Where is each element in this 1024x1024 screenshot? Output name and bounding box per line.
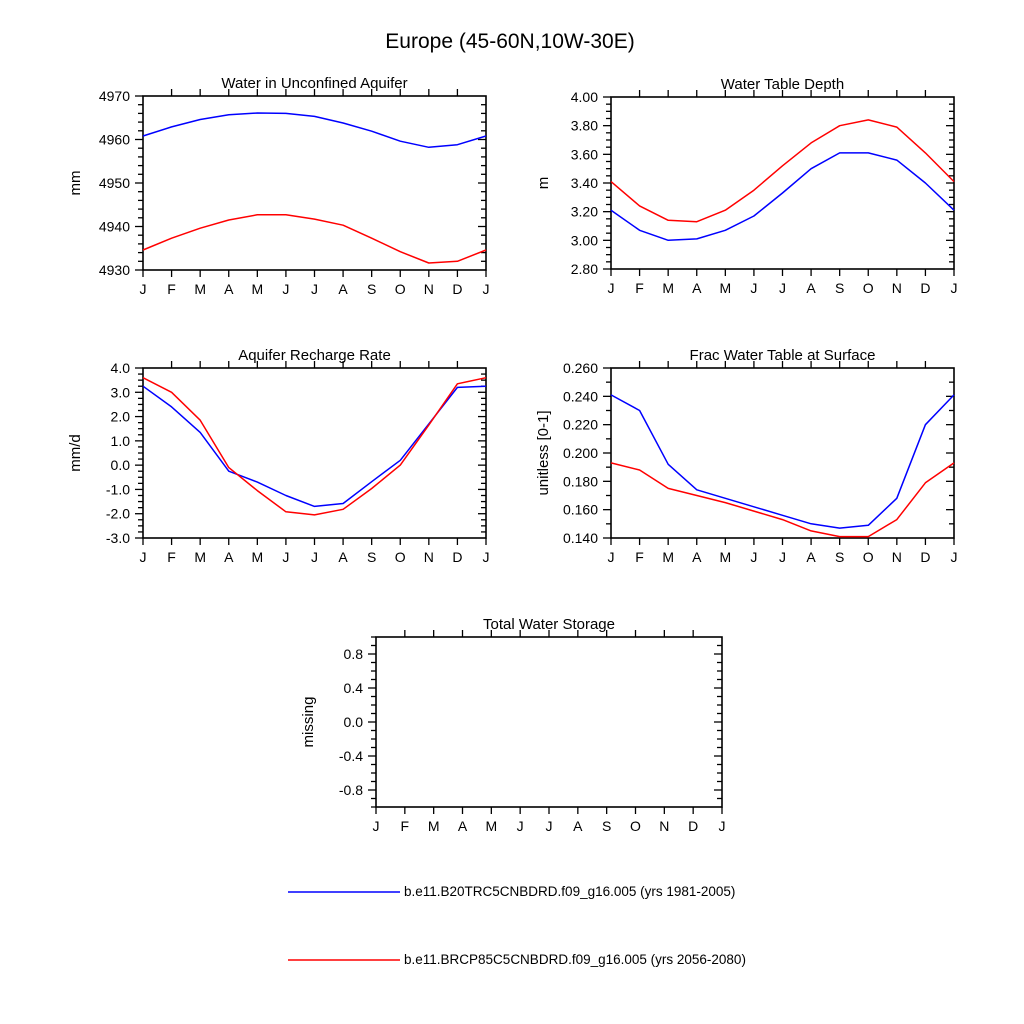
panel-total-water-storage bbox=[339, 630, 726, 834]
month-label: F bbox=[635, 549, 644, 565]
month-label: D bbox=[688, 818, 699, 834]
month-label: O bbox=[394, 281, 406, 297]
y-tick-label: 3.0 bbox=[110, 384, 130, 401]
month-label: F bbox=[635, 280, 644, 296]
y-tick-label: 4950 bbox=[98, 175, 130, 191]
month-label: A bbox=[692, 549, 702, 565]
month-label: F bbox=[400, 818, 410, 834]
y-tick-label: 3.00 bbox=[570, 232, 598, 249]
panel-aquifer-recharge-rate bbox=[106, 360, 490, 565]
month-label: O bbox=[862, 280, 874, 296]
month-label: F bbox=[167, 281, 176, 297]
month-label: S bbox=[601, 818, 612, 834]
month-label: S bbox=[834, 549, 845, 565]
y-tick-label: -1.0 bbox=[105, 481, 130, 498]
y-tick-label: 0.200 bbox=[562, 445, 598, 461]
month-label: A bbox=[338, 281, 348, 297]
month-label: M bbox=[485, 818, 498, 834]
month-label: J bbox=[482, 281, 490, 297]
month-label: M bbox=[719, 549, 732, 565]
y-tick-label: 3.60 bbox=[570, 146, 598, 163]
month-label: J bbox=[779, 280, 786, 296]
month-label: J bbox=[282, 281, 290, 297]
month-label: J bbox=[311, 549, 318, 565]
month-label: J bbox=[750, 280, 758, 296]
month-label: A bbox=[224, 281, 234, 297]
y-tick-label: 0.160 bbox=[562, 501, 598, 518]
y-tick-label: 4930 bbox=[98, 262, 130, 278]
month-label: O bbox=[862, 549, 874, 565]
month-label: D bbox=[920, 280, 931, 296]
month-label: M bbox=[194, 549, 207, 565]
y-tick-label: 1.0 bbox=[110, 432, 130, 449]
y-tick-label: 3.80 bbox=[570, 117, 598, 134]
month-label: N bbox=[891, 549, 902, 565]
panel-frac-water-table-at-surface bbox=[563, 360, 958, 565]
panel-title-water-in-unconfined-aquifer: Water in Unconfined Aquifer bbox=[221, 75, 408, 92]
month-label: J bbox=[516, 818, 524, 834]
month-label: J bbox=[139, 281, 147, 297]
month-label: N bbox=[423, 549, 434, 565]
month-label: J bbox=[482, 549, 490, 565]
month-label: A bbox=[806, 280, 816, 296]
y-tick-label: 0.220 bbox=[562, 416, 598, 433]
y-axis-label-frac-water-table-at-surface: unitless [0-1] bbox=[535, 410, 552, 496]
month-label: M bbox=[427, 818, 440, 834]
series-line-1 bbox=[143, 215, 486, 263]
month-label: M bbox=[251, 281, 264, 297]
y-tick-label: 0.240 bbox=[562, 388, 598, 405]
series-line-1 bbox=[143, 378, 486, 515]
panel-title-total-water-storage: Total Water Storage bbox=[482, 616, 616, 633]
month-label: D bbox=[920, 549, 931, 565]
y-tick-label: -0.4 bbox=[338, 748, 363, 764]
y-tick-label: 0.260 bbox=[562, 360, 598, 376]
axis-frame bbox=[143, 368, 486, 538]
month-label: O bbox=[630, 818, 641, 834]
month-label: S bbox=[366, 281, 377, 297]
series-line-1 bbox=[611, 120, 954, 222]
month-label: A bbox=[338, 549, 348, 565]
y-tick-label: 0.8 bbox=[343, 646, 363, 662]
series-line-1 bbox=[611, 463, 954, 537]
month-label: N bbox=[423, 281, 434, 297]
month-label: M bbox=[719, 280, 732, 296]
y-tick-label: 4960 bbox=[98, 131, 130, 148]
series-line-0 bbox=[143, 113, 486, 147]
month-label: J bbox=[311, 281, 318, 297]
month-label: S bbox=[366, 549, 377, 565]
month-label: N bbox=[659, 818, 670, 834]
month-label: J bbox=[779, 549, 786, 565]
y-tick-label: 4940 bbox=[98, 218, 130, 235]
month-label: M bbox=[251, 549, 264, 565]
month-label: J bbox=[607, 280, 615, 296]
month-label: J bbox=[372, 818, 380, 834]
month-label: J bbox=[139, 549, 147, 565]
panel-water-table-depth bbox=[571, 89, 958, 296]
panel-title-water-table-depth: Water Table Depth bbox=[720, 76, 845, 93]
month-label: M bbox=[194, 281, 207, 297]
y-tick-label: 0.180 bbox=[562, 473, 598, 490]
y-tick-label: 0.4 bbox=[343, 680, 363, 696]
legend-label-historical: b.e11.B20TRC5CNBDRD.f09_g16.005 (yrs 1981-2005) bbox=[404, 884, 736, 899]
y-tick-label: 4.00 bbox=[570, 89, 598, 105]
y-axis-label-total-water-storage: missing bbox=[300, 696, 317, 748]
y-axis-label-aquifer-recharge-rate: mm/d bbox=[67, 434, 84, 472]
month-label: J bbox=[750, 549, 758, 565]
month-label: J bbox=[718, 818, 726, 834]
y-tick-label: 0.0 bbox=[110, 457, 130, 474]
axis-frame bbox=[143, 96, 486, 270]
series-line-0 bbox=[611, 395, 954, 528]
legend-label-rcp85: b.e11.BRCP85C5CNBDRD.f09_g16.005 (yrs 2056-2080) bbox=[404, 952, 746, 967]
month-label: J bbox=[950, 549, 958, 565]
month-label: J bbox=[950, 280, 958, 296]
panel-title-frac-water-table-at-surface: Frac Water Table at Surface bbox=[689, 347, 876, 364]
y-tick-label: 4.0 bbox=[110, 360, 130, 376]
month-label: A bbox=[457, 818, 468, 834]
y-tick-label: 0.140 bbox=[562, 530, 598, 546]
y-tick-label: 3.40 bbox=[570, 175, 598, 191]
legend bbox=[288, 884, 746, 967]
panel-water-in-unconfined-aquifer bbox=[99, 88, 490, 297]
month-label: J bbox=[545, 818, 553, 834]
month-label: S bbox=[834, 280, 845, 296]
month-label: J bbox=[282, 549, 290, 565]
y-tick-label: 3.20 bbox=[570, 203, 598, 220]
month-label: J bbox=[607, 549, 615, 565]
y-tick-label: 0.0 bbox=[343, 714, 363, 730]
month-label: A bbox=[573, 818, 583, 834]
month-label: M bbox=[662, 280, 675, 296]
month-label: D bbox=[452, 549, 463, 565]
y-tick-label: 2.0 bbox=[110, 408, 130, 425]
y-tick-label: 2.80 bbox=[570, 261, 598, 277]
y-tick-label: -3.0 bbox=[105, 530, 130, 546]
month-label: A bbox=[224, 549, 234, 565]
month-label: F bbox=[167, 549, 176, 565]
month-label: A bbox=[806, 549, 816, 565]
month-label: O bbox=[394, 549, 406, 565]
main-title: Europe (45-60N,10W-30E) bbox=[385, 30, 635, 53]
month-label: N bbox=[891, 280, 902, 296]
panel-title-aquifer-recharge-rate: Aquifer Recharge Rate bbox=[238, 347, 391, 364]
series-line-0 bbox=[143, 386, 486, 506]
month-label: D bbox=[452, 281, 463, 297]
axis-frame bbox=[611, 97, 954, 269]
y-tick-label: -2.0 bbox=[105, 505, 130, 522]
y-tick-label: 4970 bbox=[98, 88, 130, 104]
y-axis-label-water-in-unconfined-aquifer: mm bbox=[67, 170, 84, 196]
month-label: A bbox=[692, 280, 702, 296]
y-axis-label-water-table-depth: m bbox=[535, 176, 552, 190]
axis-frame bbox=[376, 637, 722, 807]
y-tick-label: -0.8 bbox=[338, 782, 363, 798]
month-label: M bbox=[662, 549, 675, 565]
